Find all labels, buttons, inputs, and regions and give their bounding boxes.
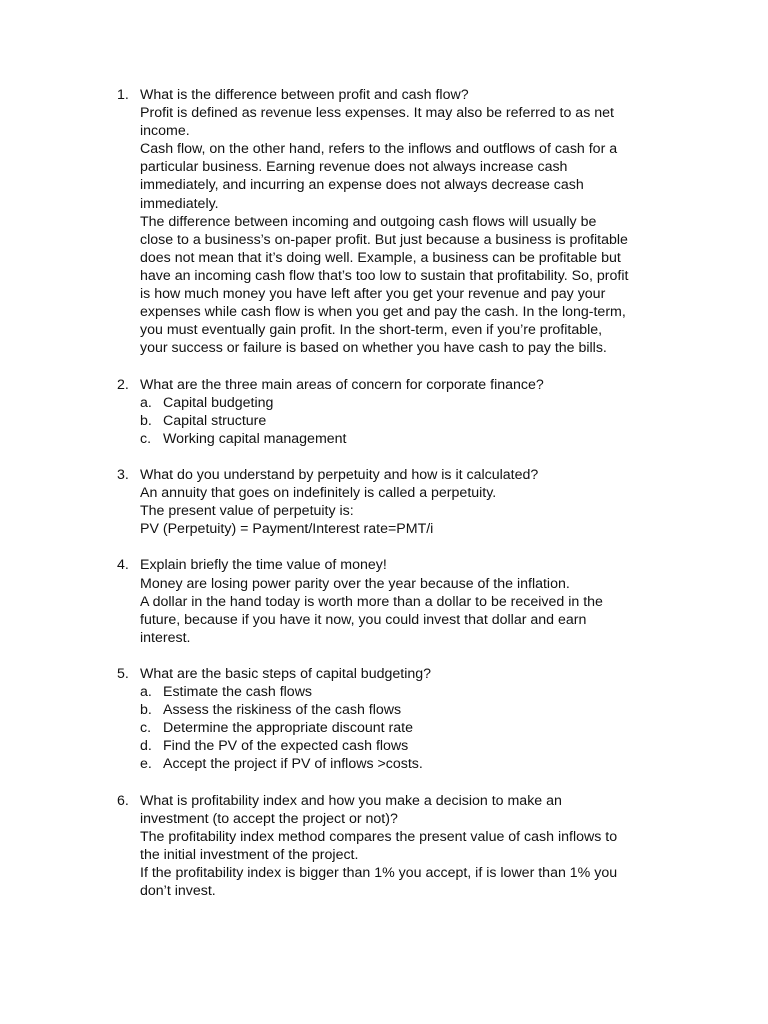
answer-line: immediately.: [140, 195, 219, 212]
answer-line: expenses while cash flow is when you get and pay the cash. In the long-term,: [140, 304, 626, 321]
question-5: [0, 665, 768, 774]
list-item-letter: e.: [140, 756, 152, 773]
answer-line: Money are losing power parity over the year because of the inflation.: [140, 575, 570, 592]
answer-line: future, because if you have it now, you could invest that dollar and earn: [140, 611, 587, 628]
list-item: [140, 719, 668, 737]
answer-line: the initial investment of the project.: [140, 846, 359, 863]
list-item-letter: c.: [140, 430, 152, 447]
question-1: [0, 86, 768, 357]
answer-line: A dollar in the hand today is worth more than a dollar to be received in the: [140, 593, 603, 610]
answer-line: you must eventually gain profit. In the short-term, even if you’re profitable,: [140, 322, 603, 339]
list-item-text: Capital budgeting: [163, 394, 274, 411]
question-number: 4.: [117, 557, 129, 574]
list-item-text: Find the PV of the expected cash flows: [163, 738, 409, 755]
list-item-letter: c.: [140, 720, 152, 737]
answer-line: An annuity that goes on indefinitely is called a perpetuity.: [140, 485, 497, 502]
question-text: What is the difference between profit and cash flow?: [140, 87, 469, 103]
answer-line: your success or failure is based on whether you have cash to pay the bills.: [140, 340, 607, 357]
question-number: 2.: [117, 376, 129, 393]
answer-line: The difference between incoming and outgoing cash flows will usually be: [140, 213, 597, 230]
question-3: [0, 466, 768, 538]
answer-line: close to a business’s on-paper profit. But just because a business is profitable: [140, 231, 628, 248]
list-item-text: Accept the project if PV of inflows >costs.: [163, 756, 423, 773]
answer-line: Profit is defined as revenue less expenses. It may also be referred to as net: [140, 105, 614, 122]
answer-line: interest.: [140, 629, 191, 646]
question-number: 1.: [117, 87, 129, 103]
list-item-text: Working capital management: [163, 430, 347, 447]
question-text: What are the basic steps of capital budgeting?: [140, 666, 432, 682]
list-item: [140, 394, 668, 412]
answer-line: is how much money you have left after you get your revenue and pay your: [140, 286, 606, 303]
answer-line: Cash flow, on the other hand, refers to the inflows and outflows of cash for a: [140, 141, 618, 158]
answer-line: If the profitability index is bigger than 1% you accept, if is lower than 1% you: [140, 865, 618, 882]
list-item: [140, 755, 668, 773]
list-item-text: Assess the riskiness of the cash flows: [163, 702, 402, 719]
list-item-letter: b.: [140, 412, 152, 429]
question-list: [0, 86, 768, 918]
list-item: [140, 701, 668, 719]
question-text: What is profitability index and how you make a decision to make an: [140, 792, 562, 809]
question-6: [0, 792, 768, 901]
list-item: [140, 683, 668, 701]
question-4: [0, 556, 768, 646]
list-item: [140, 412, 668, 430]
question-number: 5.: [117, 666, 129, 682]
list-item-letter: b.: [140, 702, 152, 719]
question-text: Explain briefly the time value of money!: [140, 557, 387, 574]
list-item-text: Estimate the cash flows: [163, 684, 313, 701]
answer-line: don’t invest.: [140, 883, 216, 900]
answer-line: The profitability index method compares the present value of cash inflows to: [140, 828, 618, 845]
answer-line: have an incoming cash flow that’s too low to sustain that profitability. So, profit: [140, 267, 629, 284]
list-item-letter: a.: [140, 684, 152, 701]
list-item-letter: a.: [140, 394, 152, 411]
question-text: What are the three main areas of concern for corporate finance?: [140, 376, 544, 393]
answer-line: does not mean that it’s doing well. Example, a business can be profitable but: [140, 249, 621, 266]
answer-line: The present value of perpetuity is:: [140, 503, 354, 520]
answer-line: income.: [140, 123, 190, 140]
question-text: What do you understand by perpetuity and how is it calculated?: [140, 466, 539, 483]
list-item-letter: d.: [140, 738, 152, 755]
answer-line: immediately, and incurring an expense does not always decrease cash: [140, 177, 584, 194]
answer-line: investment (to accept the project or not)?: [140, 810, 398, 827]
question-number: 6.: [117, 792, 129, 809]
question-2: [0, 376, 768, 448]
list-item: [140, 430, 668, 448]
list-item-text: Determine the appropriate discount rate: [163, 720, 413, 737]
question-number: 3.: [117, 466, 129, 483]
answer-line: PV (Perpetuity) = Payment/Interest rate=PMT/i: [140, 521, 434, 538]
answer-line: particular business. Earning revenue does not always increase cash: [140, 159, 568, 176]
list-item: [140, 737, 668, 755]
list-item-text: Capital structure: [163, 412, 267, 429]
